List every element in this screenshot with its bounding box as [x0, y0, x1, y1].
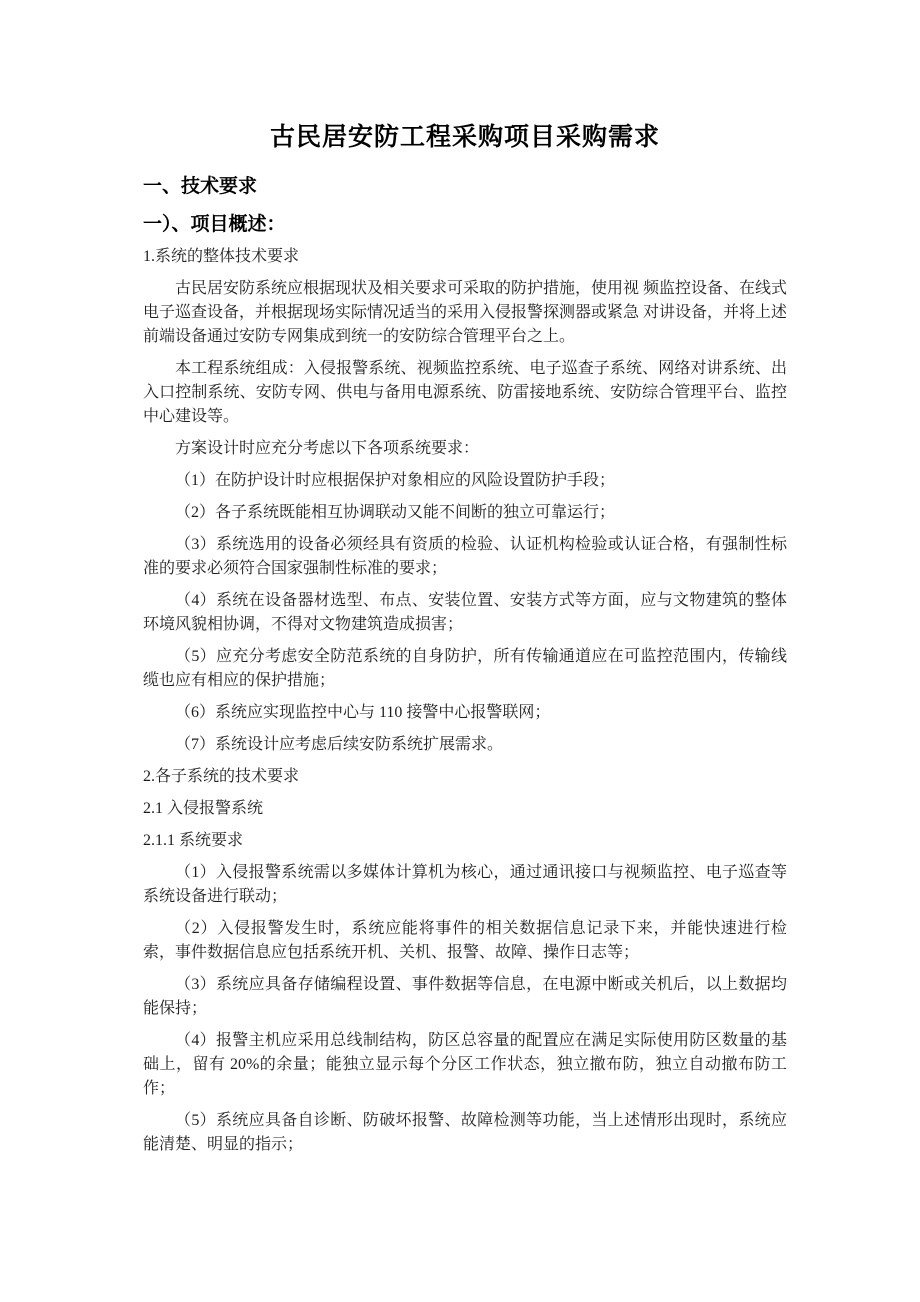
paragraph: （5）系统应具备自诊断、防破坏报警、故障检测等功能，当上述情形出现时，系统应能清楚、明显的指示；: [143, 1112, 787, 1153]
document-content: [143, 0, 787, 1157]
paragraph: （2）各子系统既能相互协调联动又能不间断的独立可靠运行；: [175, 504, 616, 521]
paragraph: 2.1.1 系统要求: [143, 832, 244, 849]
paragraph: （3）系统选用的设备必须经具有资质的检验、认证机构检验或认证合格，有强制性标准的要求必须符合国家强制性标准的要求；: [143, 536, 787, 577]
paragraph: （1）在防护设计时应根据保护对象相应的风险设置防护手段；: [175, 472, 616, 489]
paragraph: （4）系统在设备器材选型、布点、安装位置、安装方式等方面，应与文物建筑的整体环境风貌相协调，不得对文物建筑造成损害；: [143, 592, 787, 633]
paragraph: 2.1 入侵报警系统: [143, 800, 264, 817]
paragraph: （1）入侵报警系统需以多媒体计算机为核心，通过通讯接口与视频监控、电子巡查等系统设备进行联动；: [143, 864, 787, 905]
paragraph: （5）应充分考虑安全防范系统的自身防护，所有传输通道应在可监控范围内，传输线缆也应有相应的保护措施；: [143, 648, 787, 689]
document-body: [143, 245, 787, 1157]
paragraph: 1.系统的整体技术要求: [143, 248, 300, 265]
subsection-heading-project-overview: 一）、项目概述：: [143, 214, 286, 235]
paragraph: 古民居安防系统应根据现状及相关要求可采取的防护措施，使用视 频监控设备、在线式电子巡查设备，并根据现场实际情况适当的采用入侵报警探测器或紧急 对讲设备，并将上述前端设备通过安防专网集成到统一的安防综合管理平台之上。: [143, 280, 788, 345]
paragraph: 2.各子系统的技术要求: [143, 768, 300, 785]
paragraph: （3）系统应具备存储编程设置、事件数据等信息，在电源中断或关机后，以上数据均能保持；: [143, 976, 787, 1017]
paragraph: （6）系统应实现监控中心与 110 接警中心报警联网；: [175, 704, 551, 721]
section-heading-technical-requirements: 一、技术要求: [143, 176, 258, 197]
paragraph: （7）系统设计应考虑后续安防系统扩展需求。: [175, 736, 504, 753]
paragraph: （2）入侵报警发生时，系统应能将事件的相关数据信息记录下来，并能快速进行检索，事件数据信息应包括系统开机、关机、报警、故障、操作日志等；: [143, 920, 787, 961]
paragraph: （4）报警主机应采用总线制结构，防区总容量的配置应在满足实际使用防区数量的基础上，留有 20%的余量；能独立显示每个分区工作状态，独立撤布防，独立自动撤布防工作；: [143, 1032, 787, 1097]
paragraph: 方案设计时应充分考虑以下各项系统要求：: [175, 440, 480, 457]
paragraph: 本工程系统组成：入侵报警系统、视频监控系统、电子巡查子系统、网络对讲系统、出入口控制系统、安防专网、供电与备用电源系统、防雷接地系统、安防综合管理平台、监控中心建设等。: [143, 360, 787, 425]
document-title: 古民居安防工程采购项目采购需求: [269, 123, 660, 151]
